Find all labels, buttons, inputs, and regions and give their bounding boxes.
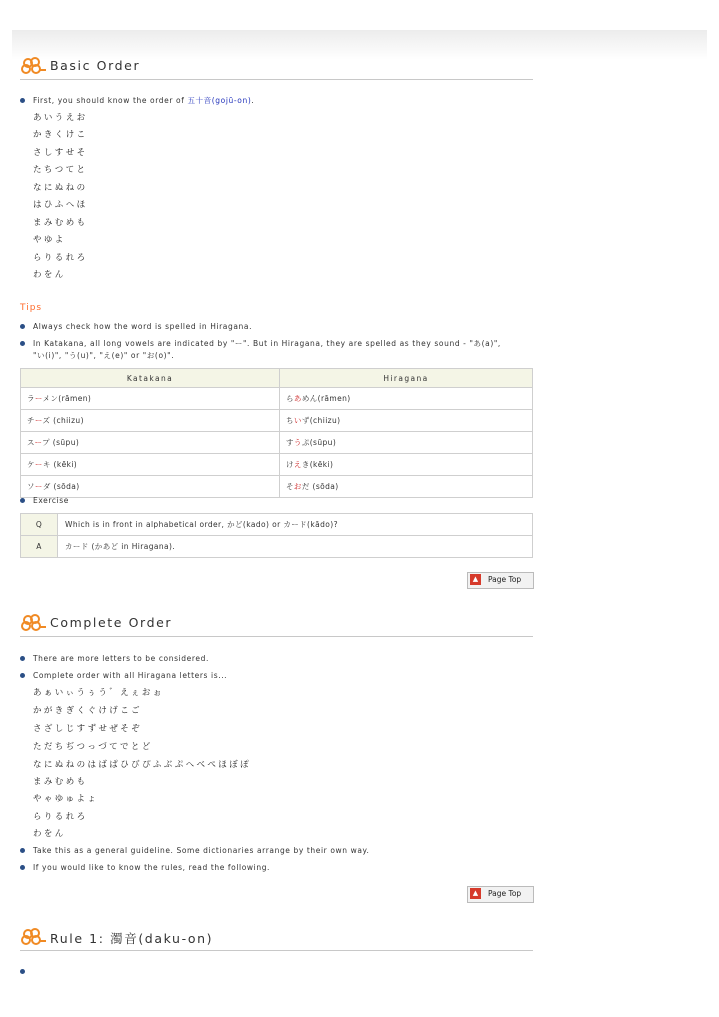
long-vowel-mark: ー — [34, 438, 43, 447]
hiragana-cell — [280, 388, 533, 410]
hira-text: け — [286, 460, 294, 469]
kata-text: プ (sūpu) — [42, 438, 80, 447]
kata-text: ダ (sōda) — [42, 482, 80, 491]
cloud-logo-icon — [20, 57, 46, 75]
kana-row: なにぬねのはばぱひびぴふぶぷへべぺほぼぽ — [33, 760, 252, 770]
gojuon-link[interactable]: 五十音(gojū-on) — [187, 96, 252, 105]
section-heading-complete-order — [20, 614, 533, 637]
up-arrow-icon: ▲ — [470, 888, 481, 899]
hiragana-cell — [280, 476, 533, 498]
hira-text: す — [286, 438, 294, 447]
kana-row: わをん — [33, 270, 66, 280]
kata-text: チ — [27, 416, 35, 425]
kata-text: ソ — [27, 482, 35, 491]
section-title: Complete Order — [50, 615, 173, 630]
kana-row: あぁいぃうぅう゛えぇおぉ — [33, 688, 164, 698]
bullet-dot-icon — [20, 969, 25, 974]
hira-text: だ (sōda) — [301, 482, 339, 491]
kana-row: まみむめも — [33, 218, 88, 228]
hira-text: ず(chiizu) — [301, 416, 341, 425]
katakana-cell — [21, 454, 280, 476]
bullet-dot-icon — [20, 341, 25, 346]
column-header-katakana: Katakana — [21, 369, 280, 388]
section-title: Basic Order — [50, 58, 141, 73]
kata-text: ケ — [27, 460, 35, 469]
question-text: Which is in front in alphabetical order, かど(kado) or カード(kādo)? — [58, 514, 533, 536]
katakana-cell — [21, 432, 280, 454]
exercise-table — [20, 513, 533, 558]
kana-row: わをん — [33, 829, 66, 839]
bullet-text: If you would like to know the rules, read the following. — [33, 863, 271, 872]
table-header-row — [21, 369, 533, 388]
exercise-label: Exercise — [33, 496, 70, 505]
bullet-text: Take this as a general guideline. Some dictionaries arrange by their own way. — [33, 846, 370, 855]
table-row — [21, 432, 533, 454]
hira-text: めん(rāmen) — [301, 394, 351, 403]
bullet-text: Complete order with all Hiragana letters is... — [33, 671, 228, 680]
table-row — [21, 454, 533, 476]
section-heading-basic-order — [20, 57, 533, 80]
hiragana-cell — [280, 454, 533, 476]
bullet-text: There are more letters to be considered. — [33, 654, 209, 663]
answer-label: A — [21, 536, 58, 558]
bullet-dot-icon — [20, 848, 25, 853]
kana-row: かきくけこ — [33, 130, 88, 140]
hiragana-cell — [280, 410, 533, 432]
bullet-dot-icon — [20, 656, 25, 661]
kana-row: たちつてと — [33, 165, 88, 175]
kata-text: ズ (chiizu) — [42, 416, 84, 425]
tip-text-line1: In Katakana, all long vowels are indicated by "ー". But in Hiragana, they are spelled as they sound - "あ(a)", — [33, 339, 501, 348]
kana-row: らりるれろ — [33, 253, 88, 263]
table-row — [21, 410, 533, 432]
katakana-cell — [21, 388, 280, 410]
hira-text: き(kēki) — [301, 460, 334, 469]
section-title: Rule 1: 濁音(daku-on) — [50, 931, 214, 946]
long-vowel-mark: ー — [34, 482, 43, 491]
katakana-cell — [21, 410, 280, 432]
table-row — [21, 476, 533, 498]
question-label: Q — [21, 514, 58, 536]
bullet-dot-icon — [20, 865, 25, 870]
up-arrow-icon: ▲ — [470, 574, 481, 585]
vowel-highlight: あ — [293, 394, 302, 403]
vowel-highlight: え — [293, 460, 302, 469]
kata-text: ス — [27, 438, 35, 447]
bullet-dot-icon — [20, 498, 25, 503]
katakana-hiragana-table — [20, 368, 533, 498]
long-vowel-mark: ー — [34, 460, 43, 469]
kana-row: さしすせそ — [33, 148, 88, 158]
kana-row: かがきぎくぐけげこご — [33, 706, 143, 716]
kana-row: やゃゆゅよょ — [33, 794, 99, 804]
bullet-dot-icon — [20, 324, 25, 329]
vowel-highlight: お — [293, 482, 302, 491]
kana-row: ただちぢつっづてでとど — [33, 742, 153, 752]
kana-row: らりるれろ — [33, 812, 88, 822]
kana-row: さざしじすずせぜそぞ — [33, 724, 143, 734]
kana-row: あいうえお — [33, 113, 88, 123]
tip-text: Always check how the word is spelled in Hiragana. — [33, 322, 253, 331]
hira-text: ら — [286, 394, 294, 403]
bullet-dot-icon — [20, 673, 25, 678]
hira-text: そ — [286, 482, 294, 491]
vowel-highlight: う — [293, 438, 302, 447]
answer-text: カード (かあど in Hiragana). — [58, 536, 533, 558]
hiragana-cell — [280, 432, 533, 454]
page-top-label: Page Top — [488, 889, 522, 898]
hira-text: ぷ(sūpu) — [301, 438, 337, 447]
cloud-logo-icon — [20, 928, 46, 946]
answer-row — [21, 536, 533, 558]
page-top-label: Page Top — [488, 575, 522, 584]
column-header-hiragana: Hiragana — [280, 369, 533, 388]
table-row — [21, 388, 533, 410]
kana-row: やゆよ — [33, 235, 66, 245]
cloud-logo-icon — [20, 614, 46, 632]
long-vowel-mark: ー — [34, 394, 43, 403]
long-vowel-mark: ー — [34, 416, 43, 425]
page-top-button[interactable] — [467, 886, 534, 903]
kata-text: ラ — [27, 394, 35, 403]
bullet-dot-icon — [20, 98, 25, 103]
section-heading-rule-1 — [20, 928, 533, 951]
tip-text-line2: "い(i)", "う(u)", "え(e)" or "お(o)". — [33, 351, 175, 360]
kana-row: まみむめも — [33, 777, 88, 787]
kana-row: なにぬねの — [33, 183, 88, 193]
kata-text: メン(rāmen) — [42, 394, 92, 403]
hira-text: ち — [286, 416, 294, 425]
tips-label: Tips — [20, 303, 43, 313]
intro-text: First, you should know the order of — [33, 96, 188, 105]
page-top-button[interactable] — [467, 572, 534, 589]
kana-row: はひふへほ — [33, 200, 88, 210]
kata-text: キ (kēki) — [42, 460, 78, 469]
intro-period: . — [251, 96, 255, 105]
question-row — [21, 514, 533, 536]
vowel-highlight: い — [293, 416, 302, 425]
